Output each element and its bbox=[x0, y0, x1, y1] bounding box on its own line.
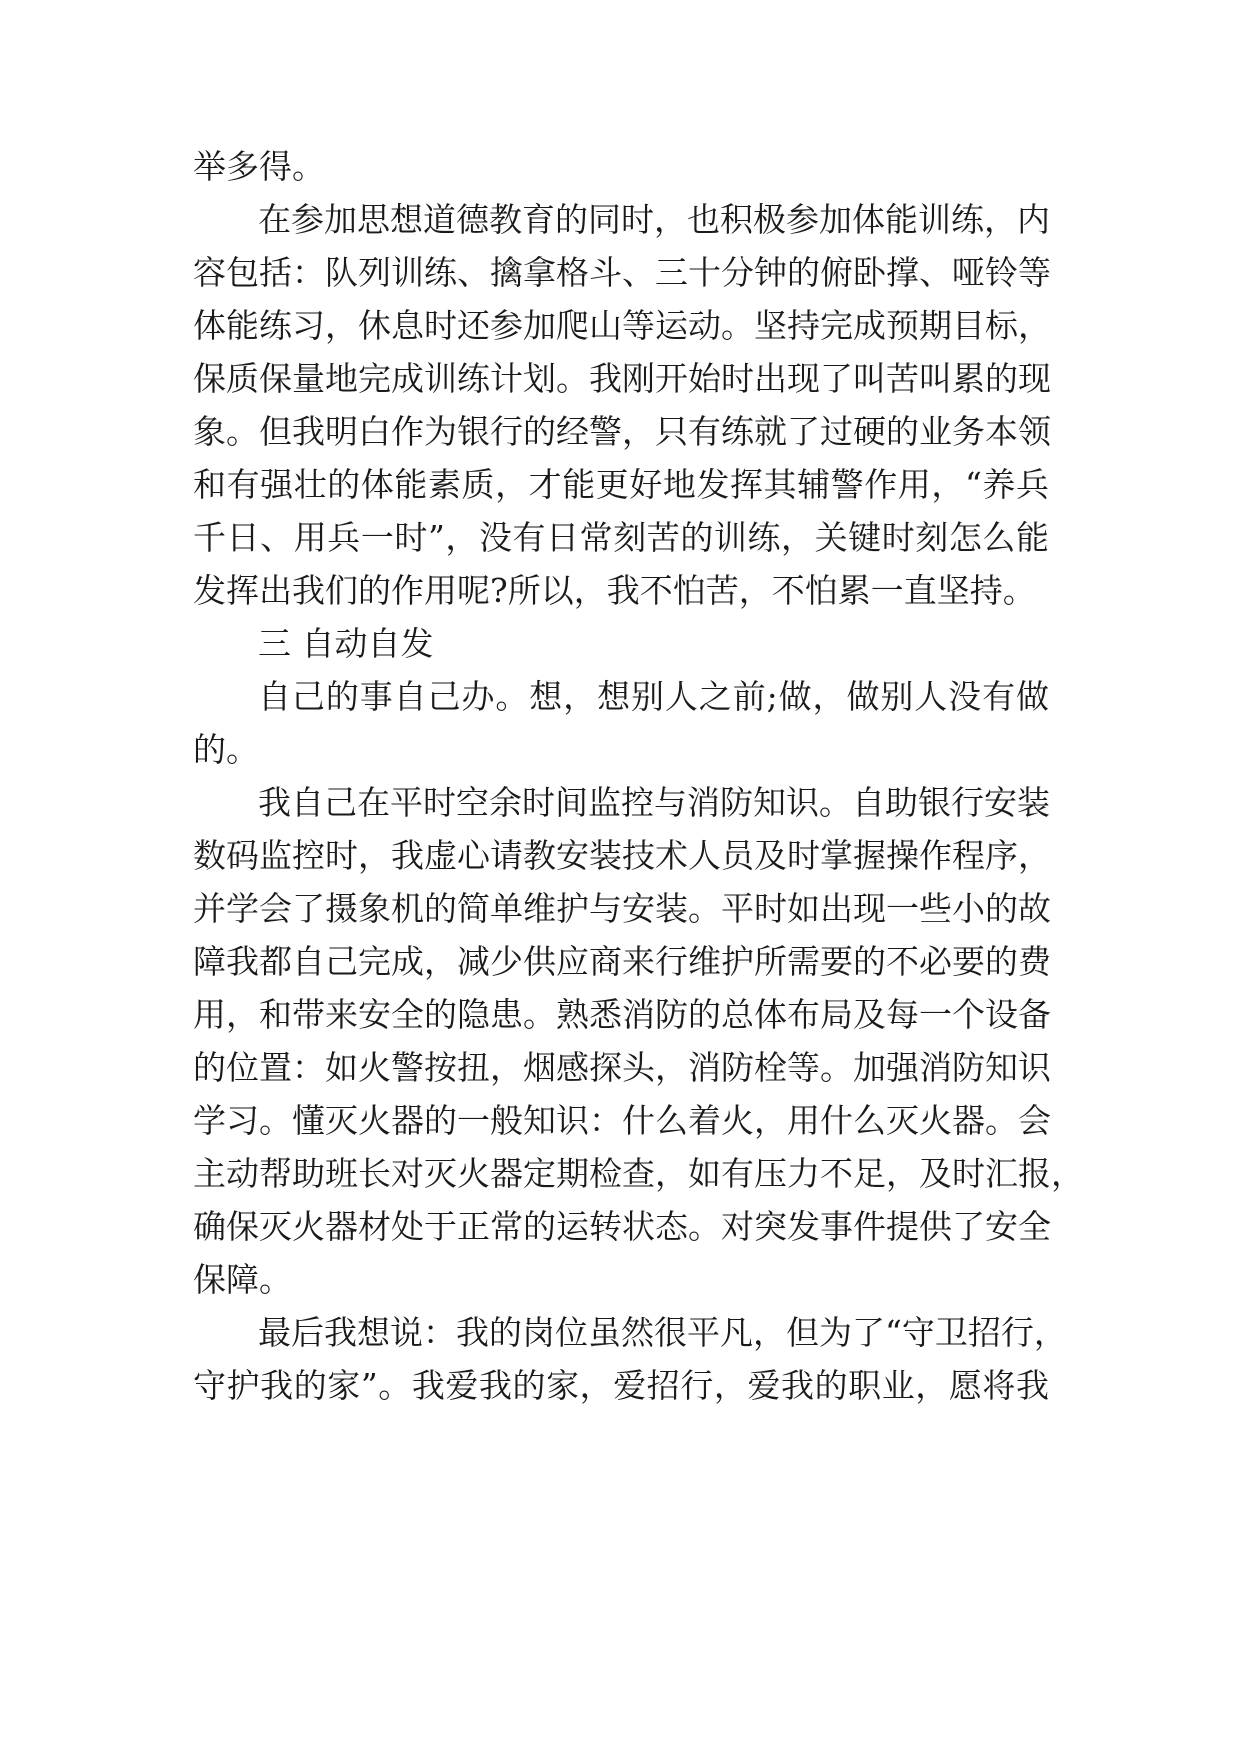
text-line: 体能练习，休息时还参加爬山等运动。坚持完成预期目标， bbox=[193, 306, 1051, 345]
text-line: 象。但我明白作为银行的经警，只有练就了过硬的业务本领 bbox=[193, 412, 1051, 451]
text-line: 用，和带来安全的隐患。熟悉消防的总体布局及每一个设备 bbox=[193, 995, 1051, 1034]
paragraph-first-line: 自己的事自己办。想，想别人之前;做，做别人没有做 bbox=[258, 677, 1049, 716]
text-line: 并学会了摄象机的简单维护与安装。平时如出现一些小的故 bbox=[193, 889, 1051, 928]
text-line: 数码监控时，我虚心请教安装技术人员及时掌握操作程序， bbox=[193, 836, 1051, 875]
paragraph-first-line: 我自己在平时空余时间监控与消防知识。自助银行安装 bbox=[258, 783, 1050, 822]
text-line: 主动帮助班长对灭火器定期检查，如有压力不足，及时汇报， bbox=[193, 1154, 1084, 1193]
text-line: 学习。懂灭火器的一般知识：什么着火，用什么灭火器。会 bbox=[193, 1101, 1051, 1140]
text-line: 千日、用兵一时”，没有日常刻苦的训练，关键时刻怎么能 bbox=[193, 518, 1049, 557]
text-line: 和有强壮的体能素质，才能更好地发挥其辅警作用，“养兵 bbox=[193, 465, 1049, 504]
paragraph-first-line: 最后我想说：我的岗位虽然很平凡，但为了“守卫招行， bbox=[258, 1313, 1067, 1352]
text-line: 举多得。 bbox=[193, 147, 325, 186]
text-line: 保障。 bbox=[193, 1260, 292, 1299]
text-line: 的位置：如火警按扭，烟感探头，消防栓等。加强消防知识 bbox=[193, 1048, 1051, 1087]
paragraph-first-line: 在参加思想道德教育的同时，也积极参加体能训练，内 bbox=[258, 200, 1050, 239]
text-line: 保质保量地完成训练计划。我刚开始时出现了叫苦叫累的现 bbox=[193, 359, 1051, 398]
text-line: 发挥出我们的作用呢?所以，我不怕苦，不怕累一直坚持。 bbox=[193, 571, 1036, 610]
section-heading: 三 自动自发 bbox=[258, 624, 434, 663]
text-line: 确保灭火器材处于正常的运转状态。对突发事件提供了安全 bbox=[193, 1207, 1051, 1246]
text-line: 障我都自己完成，减少供应商来行维护所需要的不必要的费 bbox=[193, 942, 1051, 981]
text-line: 容包括：队列训练、擒拿格斗、三十分钟的俯卧撑、哑铃等 bbox=[193, 253, 1051, 292]
text-line: 守护我的家”。我爱我的家，爱招行，爱我的职业，愿将我 bbox=[193, 1366, 1049, 1405]
text-line: 的。 bbox=[193, 730, 259, 769]
